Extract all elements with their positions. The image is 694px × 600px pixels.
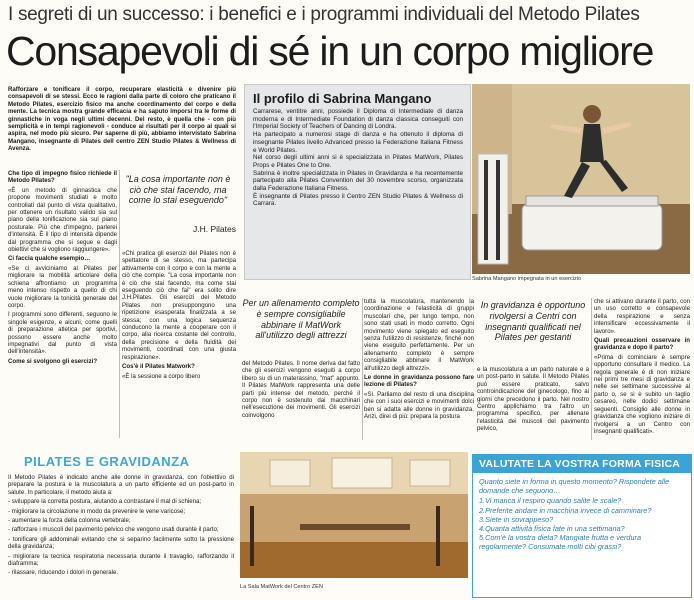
question-heading: Le donne in gravidanza possono fare lezione di Pilates? xyxy=(364,374,474,389)
pull-quote-2: Per un allenamento completo è sempre consigliabile abbinare il MatWork all'utilizzo degli attrezzi xyxy=(242,298,360,341)
quiz-question: 5.Com'è la vostra dieta? Mangiate frutta e verdura regolarmente? Consumate molti cibi grassi? xyxy=(479,533,642,552)
room-illustration xyxy=(240,452,468,578)
question-heading: Ci faccia qualche esempio… xyxy=(8,255,91,263)
section-gravidanza-text xyxy=(8,474,234,598)
pull-quote-1: "La cosa importante non è ciò che stai facendo, ma come lo stai eseguendo" xyxy=(125,174,231,205)
column-1 xyxy=(8,170,117,438)
section-title-gravidanza: PILATES E GRAVIDANZA xyxy=(24,454,190,469)
paragraph: - rafforzare i muscoli del pavimento pelvico che vengono usati durante il parto; xyxy=(8,526,219,534)
pull-quote-3: In gravidanza è opportuno rivolgersi a Centri con insegnanti qualificati nel Pilates per gestanti xyxy=(480,300,586,343)
column-6 xyxy=(594,298,690,440)
paragraph: «Sì. Parliamo del resto di una disciplina che con i suoi esercizi e movimenti dolci ben si adatta alle donne in gravidanza. Anzi, direi di più: prepara la postura xyxy=(364,390,474,421)
paragraph: - tonificare gli addominali evitando che si separino facilmente sotto la pressione della gravidanza; xyxy=(8,535,234,551)
article-intro: Rafforzare e tonificare il corpo, recuperare elasticità e divenire più consapevoli di se stessi. Ecco le ragioni dalla parte di coloro che praticano il Metodo Pilates, esercizio fisico ma anche coordinamento del corpo e della mente. La tecnica mostra grande efficacia e ha saputo imporsi tra le forme di ginnastiche in voga negli ultimi decenni. Del resto, è quella che - con più semplicità e in tempi ragionevoli - conduce ai risultati per il corpo ai quali si aspira, nel modo più sicuro. Per saperne di più, abbiamo intervistato Sabrina Mangano, insegnante di Pilates dell centro ZEN Studio Pilates & Wellness di Avenza. xyxy=(8,86,236,153)
column-5: e la muscolatura a un parto naturale e a un post-parto in salute. Il Metodo Pilates può essere praticato, salvo controindicazione del ginecologo, fino ai giorni che precedono il parto. Nel nostro Centro applichiamo tra l'altro un programma specifico, per allenare l'elasticità dei muscoli del pavimento pelvico, xyxy=(477,366,589,433)
column-divider xyxy=(591,298,592,440)
profile-text: Carrarese, ventitre anni, possiede il Diploma di Intermediate di danza moderna e di Intermediate Foundation di danza classica conseguiti con l'Imperial Society of Teachers of Dancing di Londra. Ha partecipato a numerosi stage di danza e ha ottenuto il diploma di insegnante Pilates livello Advanced presso la Federazione Italiana Fitness e World Pilates. Nel corso degli ultimi anni si è specializzata in Pilates MatWork, Pilates Props e Pilates One to One. Sabrina è inoltre specializzata in Pilates in Gravidanza e ha recentemente partecipato alla Pilates Convention del 30 novembre scorso, organizzata dalla Federazione Italiana Fitness. È insegnante di Pilates presso il Centro ZEN Studio Pilates & Wellness di Carrara. xyxy=(253,108,463,208)
quiz-question: 2.Preferite andare in macchina invece di camminare? xyxy=(479,505,652,515)
pilates-equipment-illustration xyxy=(472,84,690,274)
quiz-title: VALUTATE LA VOSTRA FORMA FISICA xyxy=(473,455,691,473)
pull-quote-1-author: J.H. Pilates xyxy=(193,224,236,234)
quiz-questions xyxy=(473,496,691,551)
paragraph: I programmi sono differenti, seguono le singole esigenze, e alcuni, come quelli di preparazione atletica per sportivi, possono essere anche molto impegnativi dal punto di vista dell'intensità». xyxy=(8,311,117,356)
profile-title: Il profilo di Sabrina Mangano xyxy=(253,91,432,106)
question-heading: Come si svolgono gli esercizi? xyxy=(8,357,98,365)
paragraph: che si attivano durante il parto, con un uso corretto e consapevole della respirazione e senza intensificare eccessivamente il lavoro». xyxy=(594,298,690,335)
paragraph: - migliorare la tecnica respiratoria necessaria durante il travaglio, rafforzando il diaframma; xyxy=(8,552,234,568)
article-headline: Consapevoli di sé in un corpo migliore xyxy=(6,28,654,74)
column-2 xyxy=(122,250,236,438)
photo-1-caption: Sabrina Mangano impegnata in un esercizio xyxy=(472,276,582,282)
question-heading: Cos'è il Pilates Matwork? xyxy=(122,363,195,371)
photo-2-caption: La Sala MatWork del Centro ZEN xyxy=(240,584,323,590)
paragraph: - rilassare, riducendo i dolori in generale. xyxy=(8,569,119,577)
question-heading: Quali precauzioni osservare in gravidanza e dopo il parto? xyxy=(594,337,690,352)
paragraph: - aumentare la forza della colonna vertebrale; xyxy=(8,517,131,525)
column-4 xyxy=(364,298,474,440)
article-kicker: I segreti di un successo: i benefici e i programmi individuali del Metodo Pilates xyxy=(8,4,640,25)
paragraph: Il Metodo Pilates è indicato anche alle donne in gravidanza, con l'obiettivo di preparare la postura e la muscolatura a un parto efficiente ed un post-parto in salute. In particolare, il metodo aiuta a: xyxy=(8,474,234,496)
quiz-question: 3.Siete in sovrappeso? xyxy=(479,514,554,524)
column-3: del Metodo Pilates. Il nome deriva dal fatto che gli esercizi vengono eseguiti a corpo libero su di un materassino, "mat" appunto. Il Pilates MatWork rappresenta una delle parti più intense del metodo, perché il corpo non è sostenuto dai macchinari nell'esecuzione dei movimenti. Gli esercizi coinvolgono xyxy=(242,360,360,419)
paragraph: «Chi pratica gli esercizi del Pilates non è spettatore di se stesso, ma partecipa attivamente con il corpo e con la mente a ciò che compie. "La cosa importante non è ciò che stai facendo, ma come stai eseguendo ciò che fai" era solito dire J.H.Pilates. Gli esercizi del Metodo Pilates non presuppongono una ripetizione esasperata finalizzata a se stessa; con una logica sequenza conducono la mente a cooperare con il corpo, alla ricerca costante del controllo, della precisione e della fluidità dei movimenti, coordinati con una giusta respirazione». xyxy=(122,250,236,361)
paragraph: «Se ci avviciniamo al Pilates per migliorare la mobilità articolare della schiena affrontiamo un programma meno intenso rispetto a quello di chi vuole migliorare la tonicità generale del corpo. xyxy=(8,264,117,309)
quiz-box xyxy=(472,454,692,598)
quiz-question: 4.Quanta attività fisica fate in una settimana? xyxy=(479,524,625,534)
paragraph: «È la sessione a corpo libero xyxy=(122,372,201,380)
paragraph: - sviluppare la corretta postura, aiutando a contrastare il mal di schiena; xyxy=(8,498,202,506)
profile-box xyxy=(244,84,471,280)
paragraph: «È un metodo di ginnastica che propone movimenti studiati e molto controllati dal punto di vista qualitativo, per ottenere un risultato valido sia sul piano della tonificazione sia sul piano posturale. Più che d'impegno, parlerei d'intensità. È il tipo di intensità dipende dal programma che si segue e dagli obiettivi che si vogliono raggiungere». xyxy=(8,186,117,254)
photo-sabrina-exercise xyxy=(472,84,690,274)
paragraph: «Prima di cominciare è sempre opportuno consultare il medico. La regola generale è di non iniziare nei primi tre mesi di gravidanza e nelle sei settimane successive al parto o, se si è subito un taglio cesareo, nelle dodici settimane seguenti. Consiglio alle donne in gravidanza che vogliono iniziare di rivolgersi a un Centro con insegnanti qualificati». xyxy=(594,353,690,435)
column-divider xyxy=(119,170,120,438)
quiz-question: 1.Vi manca il respiro quando salite le scale? xyxy=(479,496,622,506)
paragraph: tutta la muscolatura, mantenendo la coordinazione e l'elasticità di gruppi muscolari che, per lungo tempo, non sono stati usati in modo corretto. Ogni movimento viene spiegato ed eseguito senza l'utilizzo di resistenze, finché non viene eseguito perfettamente. Per un allenamento completo è sempre consigliabile abbinare il MatWork all'utilizzo degli attrezzi». xyxy=(364,298,474,372)
paragraph: - migliorare la circolazione in modo da prevenire le vene varicose; xyxy=(8,507,186,515)
column-divider xyxy=(362,298,363,440)
question-heading: Che tipo di impegno fisico richiede il Metodo Pilates? xyxy=(8,170,117,185)
photo-sala-matwork xyxy=(240,452,468,578)
quiz-intro: Quanto siete in forma in questo momento? Rispondete alle domande che seguono… xyxy=(479,477,670,496)
